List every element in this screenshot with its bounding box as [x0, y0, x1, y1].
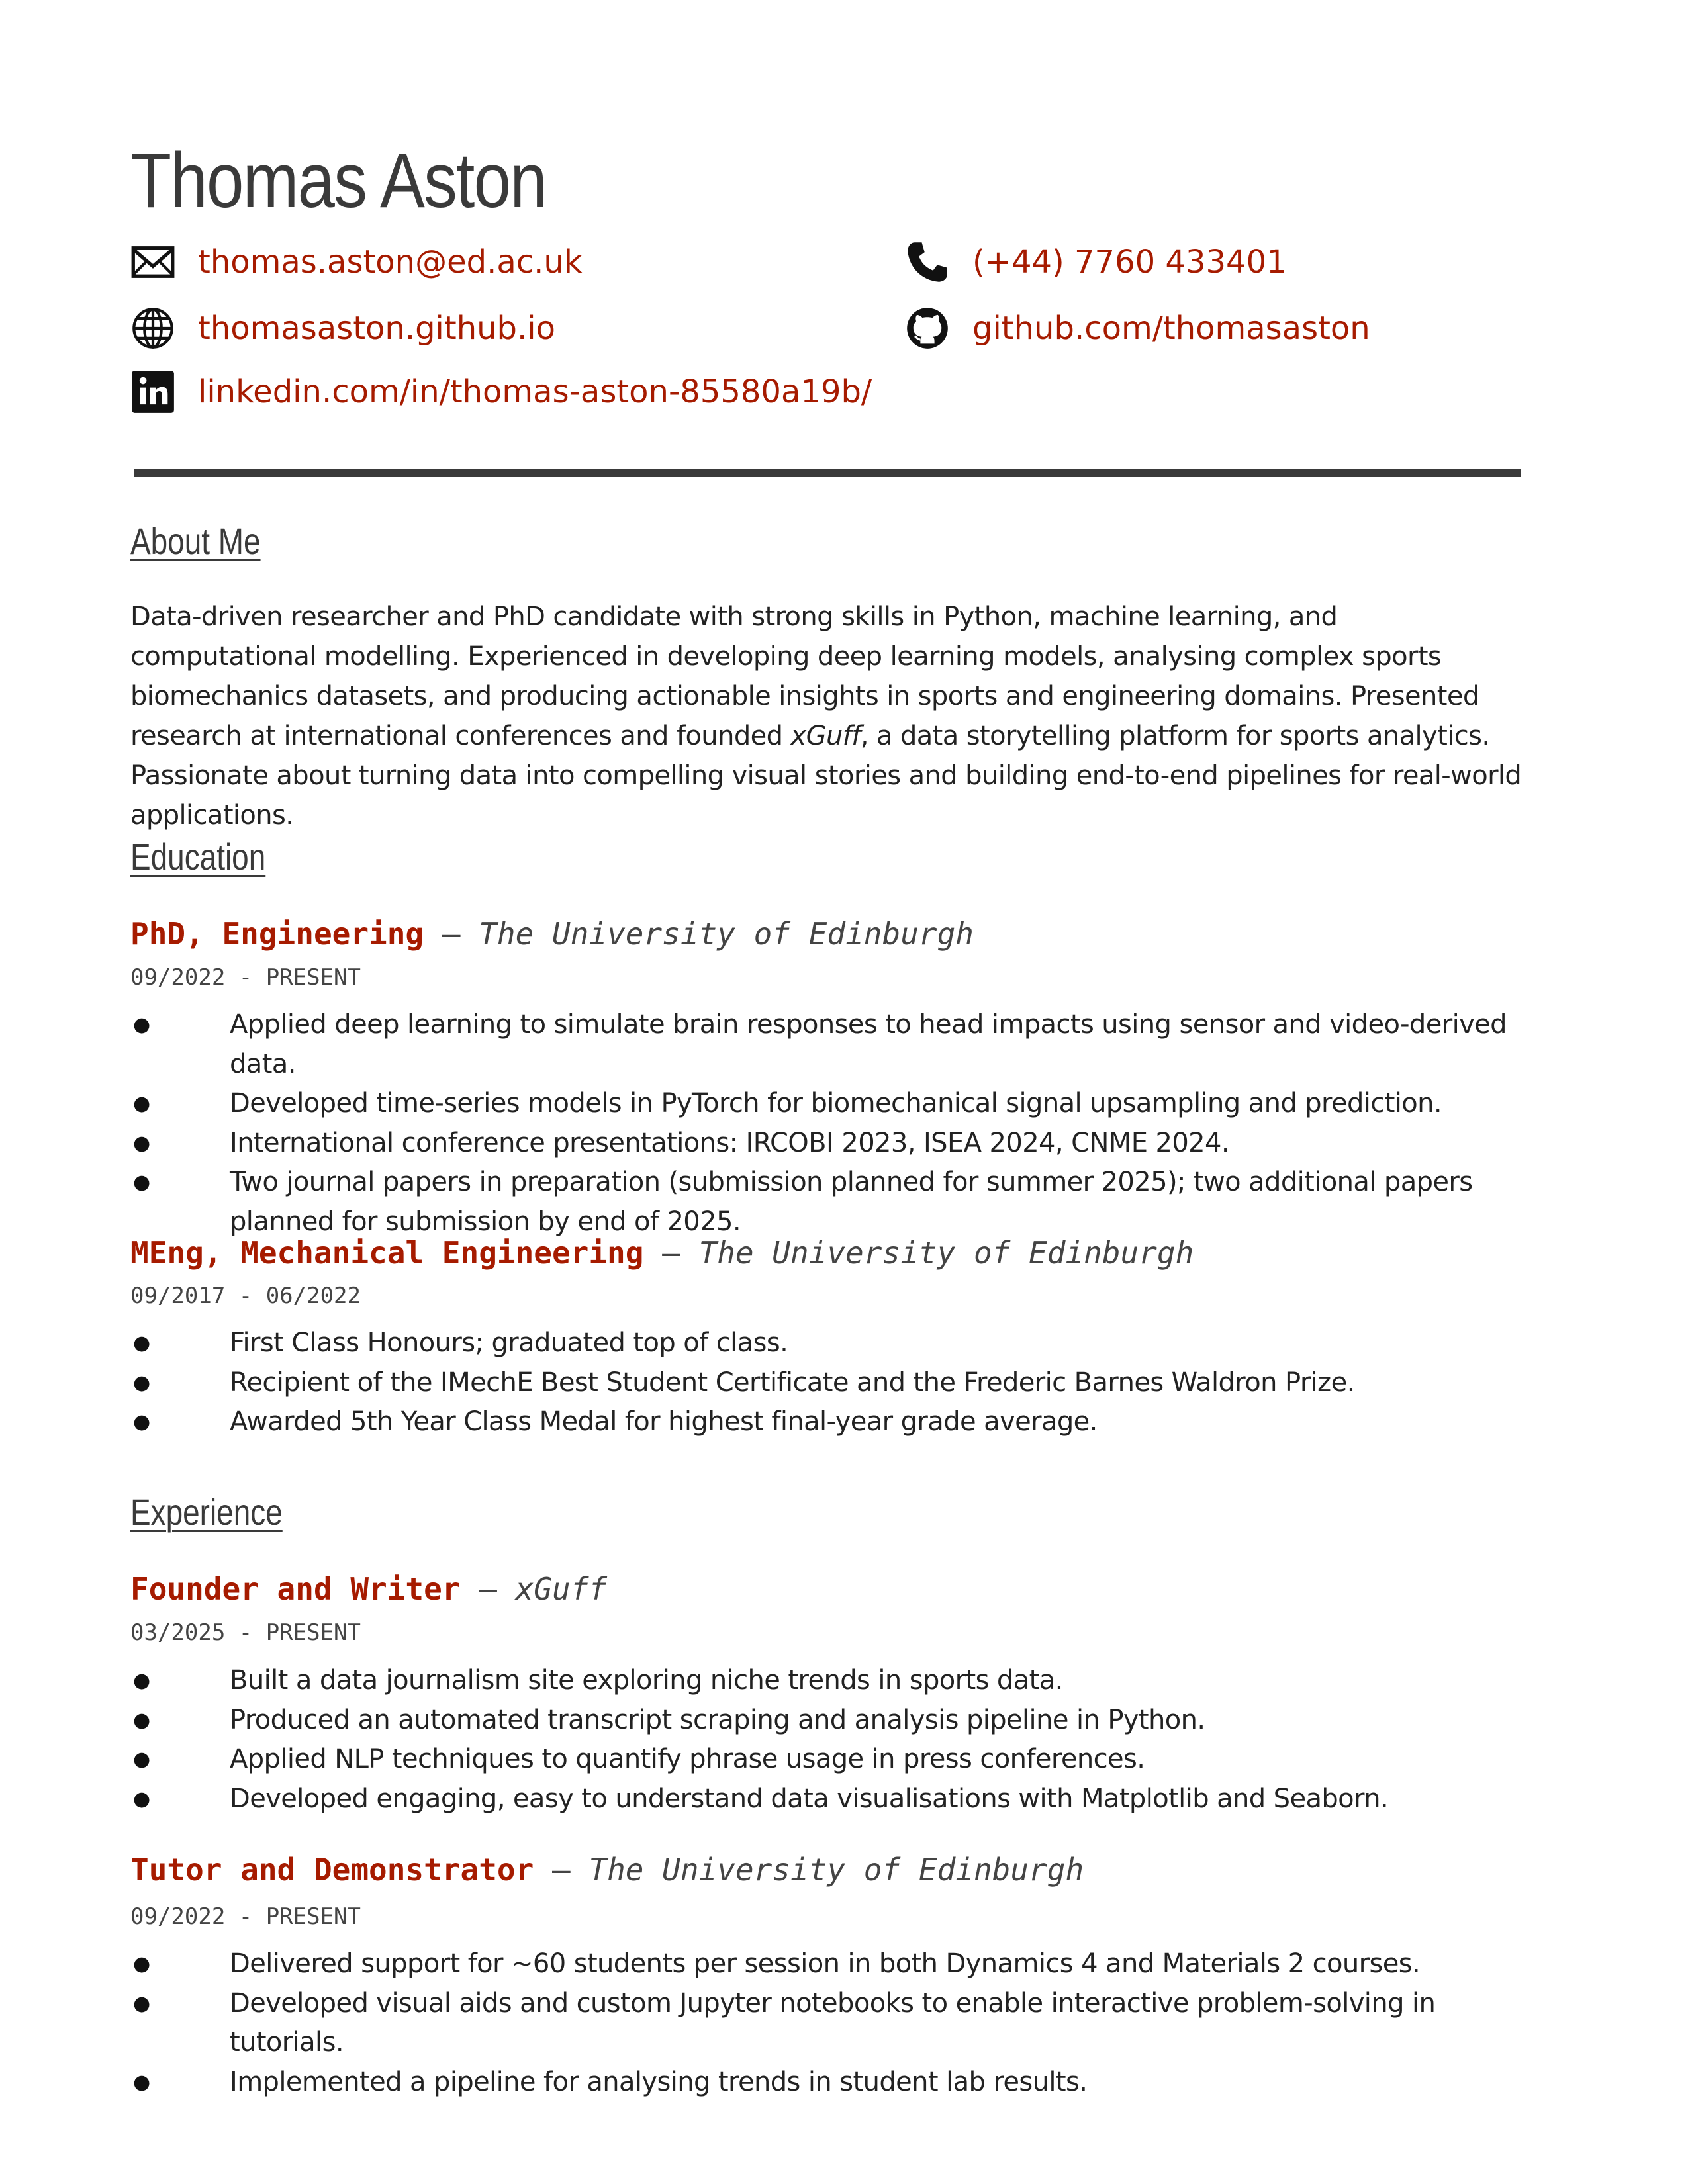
- experience-entry-title: [130, 1852, 1084, 1888]
- experience-date: 09/2022 - PRESENT: [130, 1903, 361, 1930]
- separator: —: [442, 916, 461, 952]
- experience-date: 03/2025 - PRESENT: [130, 1619, 361, 1646]
- list-item: ● Implemented a pipeline for analysing trends in student lab results.: [130, 2063, 1527, 2103]
- list-item: ● Developed visual aids and custom Jupyter notebooks to enable interactive problem-solving in tutorials.: [130, 1984, 1527, 2063]
- organisation: The University of Edinburgh: [588, 1852, 1084, 1888]
- experience-entry-title: [130, 1571, 607, 1607]
- institution: The University of Edinburgh: [479, 916, 974, 952]
- phone-icon: [905, 238, 953, 286]
- experience-heading: Experience: [130, 1491, 283, 1533]
- experience-bullets: [130, 1661, 1527, 1819]
- organisation: xGuff: [515, 1571, 608, 1607]
- institution: The University of Edinburgh: [698, 1235, 1194, 1271]
- job-title: Founder and Writer: [130, 1571, 461, 1607]
- about-text-start: Data-driven researcher and PhD candidate with strong skills in Python, machine learning, and computational modelling. Experienced in developing deep learning models, analysing complex sports biomechanics datasets, and producing actionable insights in sports and engineering domains. Presented research at international conferences and founded: [130, 602, 1479, 751]
- education-date: 09/2017 - 06/2022: [130, 1283, 361, 1309]
- email-link[interactable]: [130, 238, 583, 286]
- about-text-end: , a data storytelling platform for sports analytics. Passionate about turning data into compelling visual stories and building end-to-end pipelines for real-world applications.: [130, 721, 1522, 831]
- list-item: ● Recipient of the IMechE Best Student Certificate and the Frederic Barnes Waldron Prize.: [130, 1363, 1527, 1403]
- about-paragraph: [130, 597, 1527, 835]
- linkedin-icon: [130, 368, 178, 416]
- education-entry-title: [130, 916, 974, 952]
- list-item: ● Delivered support for ~60 students per session in both Dynamics 4 and Materials 2 courses.: [130, 1944, 1527, 1984]
- education-date: 09/2022 - PRESENT: [130, 964, 361, 991]
- list-item: ● Two journal papers in preparation (submission planned for summer 2025); two additional papers planned for submission by end of 2025.: [130, 1163, 1527, 1242]
- list-item: ● Produced an automated transcript scraping and analysis pipeline in Python.: [130, 1701, 1527, 1741]
- about-brand-name: xGuff: [790, 721, 861, 751]
- list-item: ● Awarded 5th Year Class Medal for highest final-year grade average.: [130, 1402, 1527, 1442]
- header-divider: [134, 469, 1521, 477]
- job-title: Tutor and Demonstrator: [130, 1852, 534, 1888]
- candidate-name: Thomas Aston: [130, 137, 547, 224]
- about-heading: About Me: [130, 520, 261, 562]
- email-text[interactable]: thomas.aston@ed.ac.uk: [198, 244, 583, 281]
- list-item: ● Applied deep learning to simulate brain responses to head impacts using sensor and video-derived data.: [130, 1005, 1527, 1084]
- globe-icon: [130, 304, 178, 352]
- degree-title: MEng, Mechanical Engineering: [130, 1235, 644, 1271]
- phone-link[interactable]: [905, 238, 1287, 286]
- list-item: ● Developed time-series models in PyTorch for biomechanical signal upsampling and prediction.: [130, 1084, 1527, 1124]
- linkedin-text[interactable]: linkedin.com/in/thomas-aston-85580a19b/: [198, 373, 872, 410]
- list-item: ● Built a data journalism site exploring niche trends in sports data.: [130, 1661, 1527, 1701]
- github-text[interactable]: github.com/thomasaston: [972, 310, 1370, 347]
- education-bullets: [130, 1005, 1527, 1242]
- degree-title: PhD, Engineering: [130, 916, 424, 952]
- list-item: ● First Class Honours; graduated top of class.: [130, 1324, 1527, 1363]
- separator: —: [551, 1852, 571, 1888]
- github-link[interactable]: [905, 304, 1370, 352]
- linkedin-link[interactable]: [130, 368, 872, 416]
- separator: —: [479, 1571, 497, 1607]
- list-item: ● Developed engaging, easy to understand data visualisations with Matplotlib and Seaborn.: [130, 1780, 1527, 1819]
- list-item: ● International conference presentations: IRCOBI 2023, ISEA 2024, CNME 2024.: [130, 1124, 1527, 1163]
- phone-text[interactable]: (+44) 7760 433401: [972, 244, 1287, 281]
- list-item: ● Applied NLP techniques to quantify phrase usage in press conferences.: [130, 1740, 1527, 1780]
- github-icon: [905, 304, 953, 352]
- education-bullets: [130, 1324, 1527, 1442]
- envelope-icon: [130, 238, 178, 286]
- education-heading: Education: [130, 836, 266, 878]
- separator: —: [662, 1235, 680, 1271]
- website-link[interactable]: [130, 304, 555, 352]
- website-text[interactable]: thomasaston.github.io: [198, 310, 555, 347]
- experience-bullets: [130, 1944, 1527, 2102]
- education-entry-title: [130, 1235, 1194, 1271]
